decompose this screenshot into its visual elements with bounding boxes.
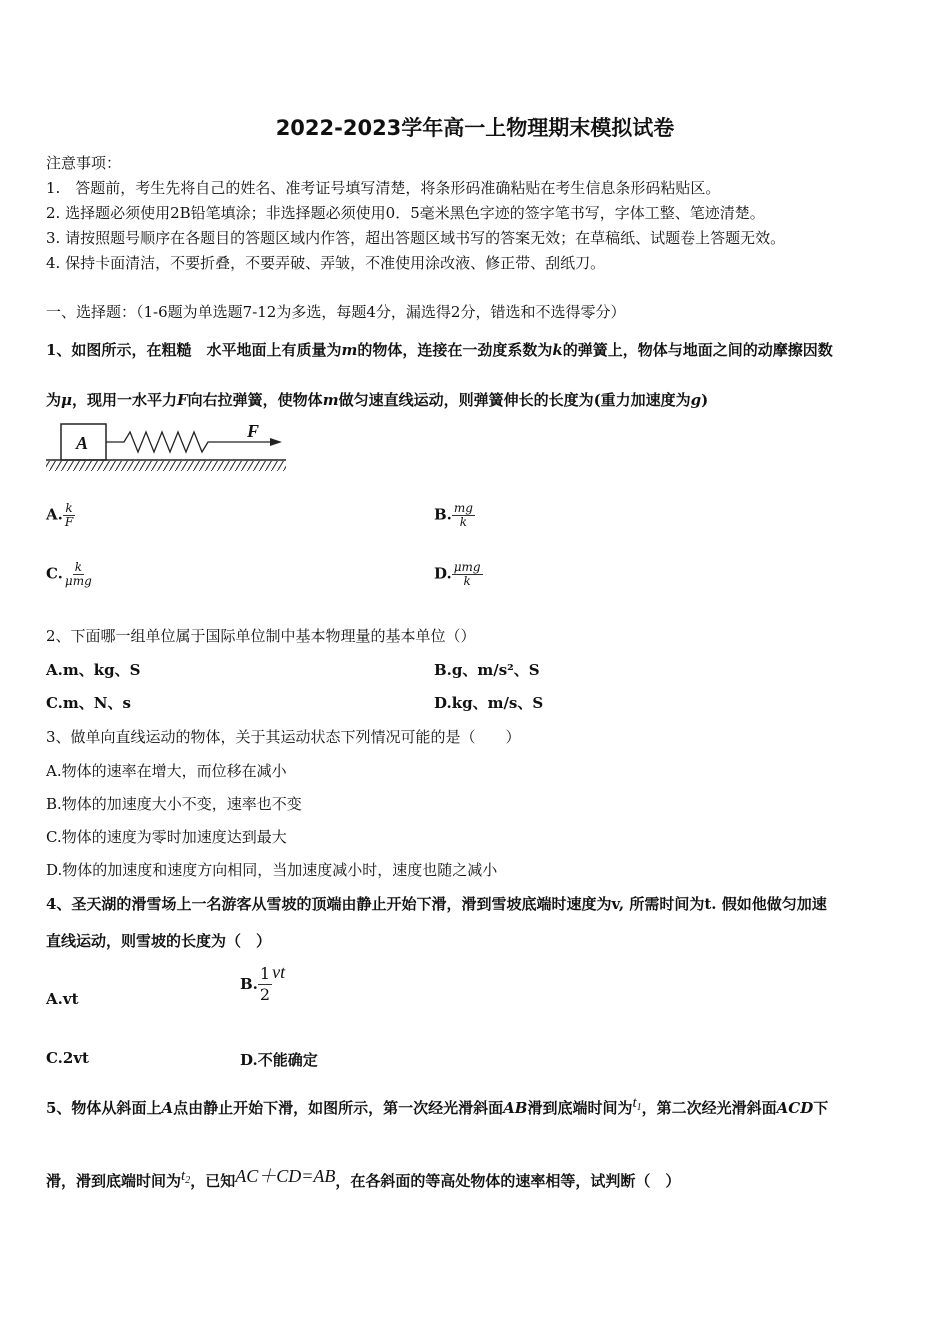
q1-option-c: C. $\frac{k}{\text{μmg}}$ bbox=[46, 560, 92, 588]
q5-stem-line2: 滑，滑到底端时间为$t_2$，已知AC＋CD=AB，在各斜面的等高处物体的速率相等，试判断（ ） bbox=[46, 1166, 681, 1190]
q4-option-a: A.vt bbox=[46, 990, 79, 1008]
q1-option-d: D. $\frac{\text{μmg}}{k}$ bbox=[434, 560, 481, 588]
q1-stem-line1: 1、如图所示，在粗糙 水平地面上有质量为m的物体，连接在一劲度系数为k的弹簧上，物体与地面之间的动摩擦因数 bbox=[46, 341, 833, 359]
spring bbox=[106, 432, 216, 452]
notice-item: 2. 选择题必须使用2B铅笔填涂；非选择题必须使用0．5毫米黑色字迹的签字笔书写，字体工整、笔迹清楚。 bbox=[46, 204, 765, 222]
q2-option-a: A.m、kg、S bbox=[46, 661, 141, 679]
q1-option-b: B. $\frac{mg}{k}$ bbox=[434, 501, 473, 529]
notice-heading: 注意事项： bbox=[46, 154, 122, 172]
page-title: 2022-2023学年高一上物理期末模拟试卷 bbox=[275, 116, 675, 140]
notice-item: 4. 保持卡面清洁，不要折叠，不要弄破、弄皱，不准使用涂改液、修正带、刮纸刀。 bbox=[46, 254, 606, 272]
q2-option-d: D.kg、m/s、S bbox=[434, 694, 544, 712]
q1-stem-line2: 为μ，现用一水平力F向右拉弹簧，使物体m做匀速直线运动，则弹簧伸长的长度为(重力加速度为g) bbox=[46, 391, 709, 409]
spring-block-figure bbox=[44, 420, 289, 475]
q4-stem-line2: 直线运动，则雪坡的长度为（ ） bbox=[46, 932, 272, 950]
arrow-head bbox=[270, 438, 282, 446]
ground-hatch bbox=[46, 461, 286, 471]
q4-option-c: C.2vt bbox=[46, 1049, 89, 1067]
q4-option-b: B. $\frac{1}{2}$ vt bbox=[240, 962, 286, 1004]
notice-item: 1. 答题前，考生先将自己的姓名、准考证号填写清楚，将条形码准确粘贴在考生信息条形码粘贴区。 bbox=[46, 179, 721, 197]
q3-option-d: D.物体的加速度和速度方向相同，当加速度减小时，速度也随之减小 bbox=[46, 861, 498, 879]
q3-option-a: A.物体的速率在增大，而位移在减小 bbox=[46, 762, 287, 780]
q3-stem: 3、做单向直线运动的物体，关于其运动状态下列情况可能的是（ ） bbox=[46, 728, 521, 746]
q5-stem-line1: 5、物体从斜面上A点由静止开始下滑，如图所示，第一次经光滑斜面AB滑到底端时间为$t_1$，第二次经光滑斜面ACD下 bbox=[46, 1095, 829, 1117]
q3-option-b: B.物体的加速度大小不变，速率也不变 bbox=[46, 795, 302, 813]
q2-option-c: C.m、N、s bbox=[46, 694, 131, 712]
q4-stem-line1: 4、圣天湖的滑雪场上一名游客从雪坡的顶端由静止开始下滑，滑到雪坡底端时速度为v, 所需时间为t. 假如他做匀加速 bbox=[46, 895, 827, 913]
q1-option-a: A. $\frac{k}{F}$ bbox=[46, 501, 74, 529]
q2-stem: 2、下面哪一组单位属于国际单位制中基本物理量的基本单位（） bbox=[46, 627, 476, 645]
q2-option-b: B.g、m/s²、S bbox=[434, 661, 540, 679]
section-heading: 一、选择题：（1-6题为单选题7-12为多选，每题4分，漏选得2分，错选和不选得零分） bbox=[46, 303, 626, 321]
q3-option-c: C.物体的速度为零时加速度达到最大 bbox=[46, 828, 287, 846]
force-label: F bbox=[247, 421, 260, 441]
q4-option-d: D.不能确定 bbox=[240, 1051, 318, 1069]
notice-item: 3. 请按照题号顺序在各题目的答题区域内作答，超出答题区域书写的答案无效；在草稿纸、试题卷上答题无效。 bbox=[46, 229, 786, 247]
q5-equation: AC＋CD=AB bbox=[235, 1166, 336, 1186]
block-label: A bbox=[76, 433, 89, 453]
